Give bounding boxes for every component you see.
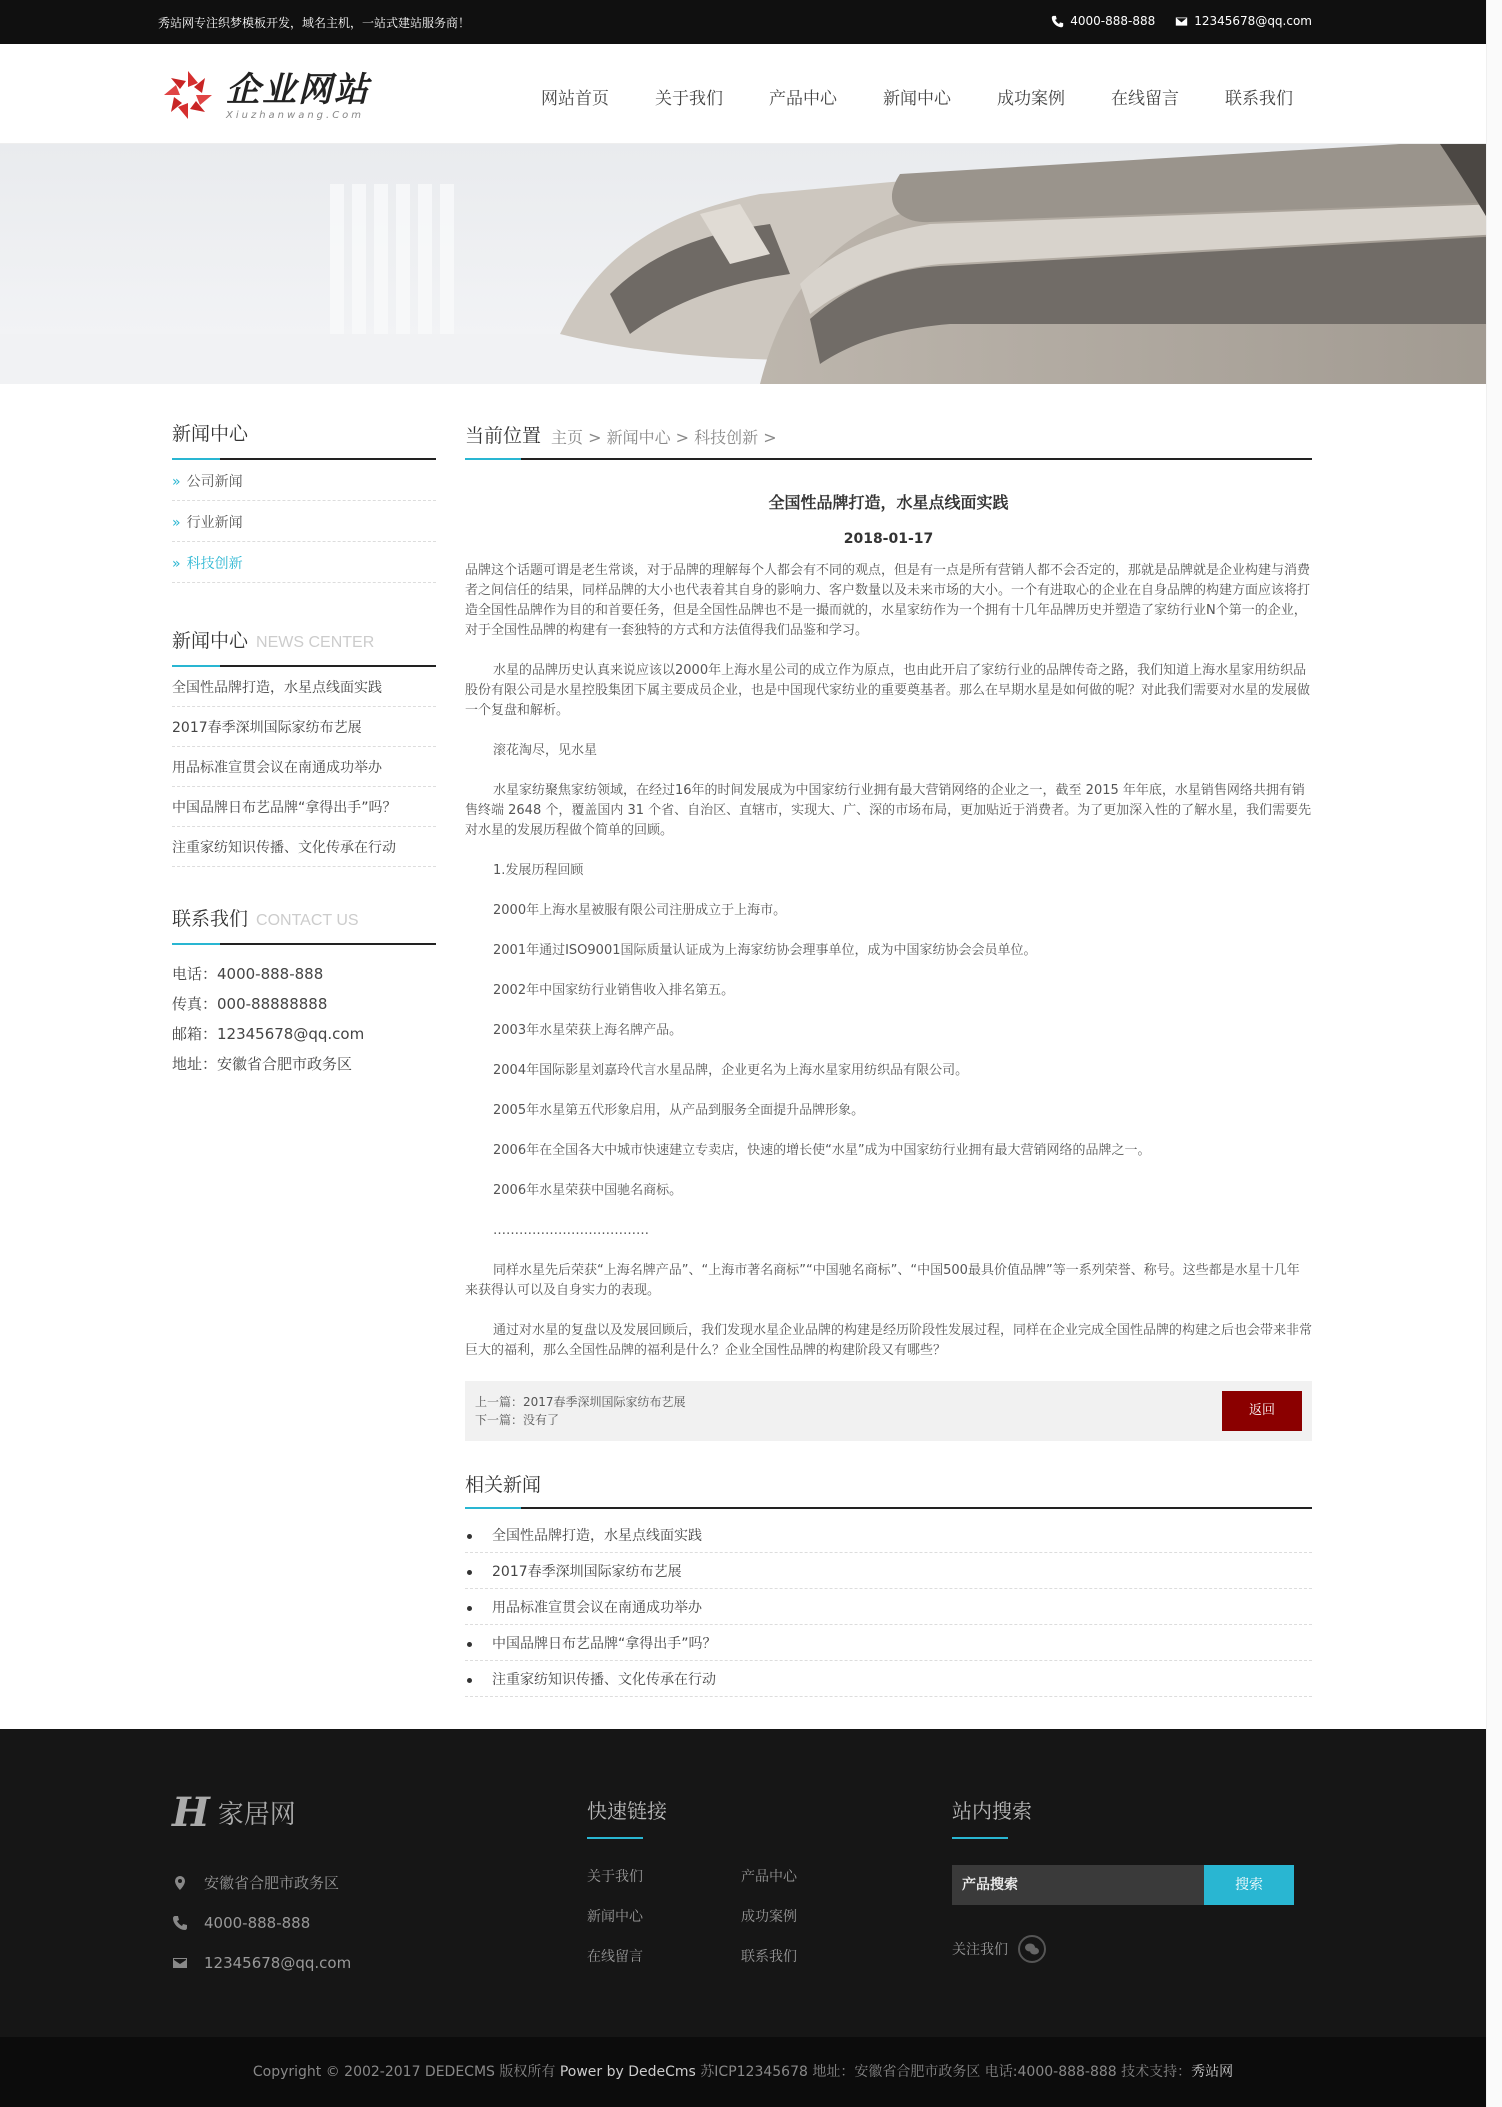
article-section xyxy=(465,416,1312,1697)
breadcrumb-path[interactable]: 主页 > 新闻中心 > 科技创新 > xyxy=(551,428,777,447)
breadcrumb xyxy=(465,416,1312,460)
nav-contact[interactable]: 联系我们 xyxy=(1225,89,1293,109)
related-news-title: 相关新闻 xyxy=(465,1465,1312,1509)
article-paragraph: ……………………………… xyxy=(493,1223,649,1238)
sidebar-contact-list xyxy=(172,959,436,1079)
footer-logo xyxy=(172,1789,296,1836)
contact-address: 地址：安徽省合肥市政务区 xyxy=(172,1055,353,1073)
article-title: 全国性品牌打造，水星点线面实践 xyxy=(768,493,1009,512)
related-news-list xyxy=(465,1517,1312,1697)
footer-contact-info xyxy=(172,1863,351,1983)
contact-fax: 传真：000-88888888 xyxy=(172,995,328,1013)
contact-email: 邮箱：12345678@qq.com xyxy=(172,1025,365,1043)
header xyxy=(0,44,1502,144)
nav-products[interactable]: 产品中心 xyxy=(769,89,837,109)
back-button[interactable]: 返回 xyxy=(1222,1391,1302,1431)
logo-subtext: Xiuzhanwang.Com xyxy=(226,109,365,121)
article-paragraph: 2000年上海水星被服有限公司注册成立于上海市。 xyxy=(493,903,787,918)
chevron-right-icon: » xyxy=(172,474,181,490)
article-paragraph: 2006年在全国各大中城市快速建立专卖店，快速的增长使“水星”成为中国家纺行业拥有最大营销网络的品牌之一。 xyxy=(493,1143,1151,1158)
footer-logo-name: 家居网 xyxy=(217,1800,296,1830)
footer-phone: 4000-888-888 xyxy=(172,1903,351,1943)
sidebar-contact-title: 联系我们 CONTACT US xyxy=(172,901,436,945)
list-item[interactable]: 注重家纺知识传播、文化传承在行动 xyxy=(172,827,436,867)
top-contact xyxy=(1051,14,1312,28)
follow-us: 关注我们 xyxy=(952,1935,1294,1963)
contact-phone: 电话：4000-888-888 xyxy=(172,965,324,983)
footer-address: 安徽省合肥市政务区 xyxy=(172,1863,351,1903)
sidebar-news-title: 新闻中心 NEWS CENTER xyxy=(172,623,436,667)
related-news xyxy=(465,1465,1312,1697)
article-paragraph: 通过对水星的复盘以及发展回顾后，我们发现水星企业品牌的构建是经历阶段性发展过程，同样在企业完成全国性品牌的构建之后也会带来非常巨大的福利，那么全国性品牌的福利是什么？企业全国性品牌的构建阶段又有哪些？ xyxy=(465,1323,1313,1358)
prev-article-link[interactable]: 上一篇：2017春季深圳国际家纺布艺展 xyxy=(475,1395,686,1409)
main-nav xyxy=(518,84,1316,109)
footer-link-contact[interactable]: 联系我们 xyxy=(741,1949,797,1965)
footer xyxy=(0,1729,1502,2037)
nav-news[interactable]: 新闻中心 xyxy=(883,89,951,109)
phone-icon xyxy=(172,1915,188,1931)
list-item[interactable]: 全国性品牌打造，水星点线面实践 xyxy=(465,1517,1312,1553)
bullet-icon xyxy=(467,1606,472,1611)
bullet-icon xyxy=(467,1570,472,1575)
top-email: 12345678@qq.com xyxy=(1175,14,1312,28)
article-paragraph: 水星的品牌历史认真来说应该以2000年上海水星公司的成立作为原点，也由此开启了家纺行业的品牌传奇之路，我们知道上海水星家用纺织品股份有限公司是水星控股集团下属主要成员企业，也是中国现代家纺业的重要奠基者。那么在早期水星是如何做的呢？对此我们需要对水星的发展做一个复盘和解析。 xyxy=(465,663,1311,718)
top-bar xyxy=(0,0,1502,44)
page-scrollbar[interactable] xyxy=(1486,0,1502,2107)
list-item[interactable]: 注重家纺知识传播、文化传承在行动 xyxy=(465,1661,1312,1697)
sidebar-category-title: 新闻中心 xyxy=(172,416,436,460)
article-paragraph: 滚花淘尽，见水星 xyxy=(493,743,598,758)
chevron-right-icon: » xyxy=(172,556,181,572)
phone-icon xyxy=(1051,15,1064,28)
chevron-right-icon: » xyxy=(172,515,181,531)
category-list xyxy=(172,460,436,583)
sidebar-news-list xyxy=(172,667,436,867)
sidebar xyxy=(172,416,436,1079)
quick-links-title: 快速链接 xyxy=(587,1795,895,1839)
article-paragraph: 2001年通过ISO9001国际质量认证成为上海家纺协会理事单位，成为中国家纺协会会员单位。 xyxy=(493,943,1037,958)
nav-about[interactable]: 关于我们 xyxy=(655,89,723,109)
search-title: 站内搜索 xyxy=(952,1795,1294,1839)
article-paragraph: 2004年国际影星刘嘉玲代言水星品牌，企业更名为上海水星家用纺织品有限公司。 xyxy=(493,1063,969,1078)
footer-link-products[interactable]: 产品中心 xyxy=(741,1869,797,1885)
tech-support-link[interactable]: 秀站网 xyxy=(1191,2064,1234,2080)
list-item[interactable]: 2017春季深圳国际家纺布艺展 xyxy=(465,1553,1312,1589)
next-article-link[interactable]: 下一篇：没有了 xyxy=(475,1413,560,1427)
site-logo[interactable] xyxy=(160,67,370,123)
article-body xyxy=(465,561,1312,1361)
article-paragraph: 2005年水星第五代形象启用，从产品到服务全面提升品牌形象。 xyxy=(493,1103,865,1118)
footer-email: 12345678@qq.com xyxy=(172,1943,351,1983)
powered-by-link[interactable]: Power by DedeCms xyxy=(559,2064,696,2080)
search-button[interactable]: 搜索 xyxy=(1204,1865,1294,1905)
footer-link-news[interactable]: 新闻中心 xyxy=(587,1909,643,1925)
logo-mark-icon xyxy=(160,67,216,123)
sidebar-item-tech-innovation[interactable]: » 科技创新 xyxy=(172,542,436,583)
sidebar-item-company-news[interactable]: » 公司新闻 xyxy=(172,460,436,501)
wechat-icon[interactable] xyxy=(1018,1935,1046,1963)
logo-text: 企业网站 xyxy=(226,69,370,110)
list-item[interactable]: 用品标准宣贯会议在南通成功举办 xyxy=(465,1589,1312,1625)
banner-image xyxy=(0,144,1502,384)
footer-link-message[interactable]: 在线留言 xyxy=(587,1949,643,1965)
footer-logo-mark: H xyxy=(172,1789,210,1836)
article-paragraph: 同样水星先后荣获“上海名牌产品”、“上海市著名商标”“中国驰名商标”、“中国500最具价值品牌”等一系列荣誉、称号。这些都是水星十几年来获得认可以及自身实力的表现。 xyxy=(465,1263,1300,1298)
list-item[interactable]: 中国品牌日布艺品牌“拿得出手”吗？ xyxy=(465,1625,1312,1661)
bullet-icon xyxy=(467,1534,472,1539)
article-paragraph: 2006年水星荣获中国驰名商标。 xyxy=(493,1183,683,1198)
bullet-icon xyxy=(467,1642,472,1647)
location-pin-icon xyxy=(172,1875,188,1891)
breadcrumb-label: 当前位置 xyxy=(465,425,542,447)
bullet-icon xyxy=(467,1678,472,1683)
footer-link-cases[interactable]: 成功案例 xyxy=(741,1909,797,1925)
list-item[interactable]: 用品标准宣贯会议在南通成功举办 xyxy=(172,747,436,787)
footer-quick-links xyxy=(587,1795,895,1977)
footer-link-about[interactable]: 关于我们 xyxy=(587,1869,643,1885)
article-paragraph: 1.发展历程回顾 xyxy=(493,863,584,878)
article-paragraph: 2002年中国家纺行业销售收入排名第五。 xyxy=(493,983,735,998)
nav-home[interactable]: 网站首页 xyxy=(541,89,609,109)
copyright-bar: Copyright © 2002-2017 DEDECMS 版权所有 Power by DedeCms 苏ICP12345678 地址：安徽省合肥市政务区 电话:4000-888-888 技术支持：秀站网 xyxy=(0,2037,1502,2107)
list-item[interactable]: 全国性品牌打造，水星点线面实践 xyxy=(172,667,436,707)
pillow-banner-illustration xyxy=(0,144,1502,384)
top-phone: 4000-888-888 xyxy=(1051,14,1155,28)
list-item[interactable]: 2017春季深圳国际家纺布艺展 xyxy=(172,707,436,747)
article-date: 2018-01-17 xyxy=(843,531,934,547)
article-paragraph: 水星家纺聚焦家纺领域，在经过16年的时间发展成为中国家纺行业拥有最大营销网络的企业之一，截至 2015 年年底，水星销售网络共拥有销售终端 2648 个，覆盖国内 31 个省、自治区、直辖市，实现大、广、深的市场布局，更加贴近于消费者。为了更加深入性的了解水星，我们需要先对水星的发展历程做个简单的回顾。 xyxy=(465,783,1312,838)
list-item[interactable]: 中国品牌日布艺品牌“拿得出手”吗？ xyxy=(172,787,436,827)
slogan: 秀站网专注织梦模板开发，域名主机，一站式建站服务商！ xyxy=(158,16,471,30)
article-paragraph: 品牌这个话题可谓是老生常谈，对于品牌的理解每个人都会有不同的观点，但是有一点是所有营销人都不会否定的，那就是品牌就是企业构建与消费者之间信任的结果，同样品牌的大小也代表着其自身的影响力、客户数量以及未来市场的大小。一个有进取心的企业在自身品牌的构建方面应该将打造全国性品牌作为目的和首要任务，但是全国性品牌也不是一撮而就的，水星家纺作为一个拥有十几年品牌历史并塑造了家纺行业N个第一的企业，对于全国性品牌的构建有一套独特的方式和方法值得我们品鉴和学习。 xyxy=(465,563,1311,638)
search-input[interactable]: 产品搜索 xyxy=(952,1865,1204,1905)
footer-search xyxy=(952,1795,1294,1963)
nav-message[interactable]: 在线留言 xyxy=(1111,89,1179,109)
mail-icon xyxy=(1175,15,1188,28)
nav-cases[interactable]: 成功案例 xyxy=(997,89,1065,109)
article-pager xyxy=(465,1381,1312,1441)
mail-icon xyxy=(172,1955,188,1971)
sidebar-item-industry-news[interactable]: » 行业新闻 xyxy=(172,501,436,542)
article-paragraph: 2003年水星荣获上海名牌产品。 xyxy=(493,1023,683,1038)
